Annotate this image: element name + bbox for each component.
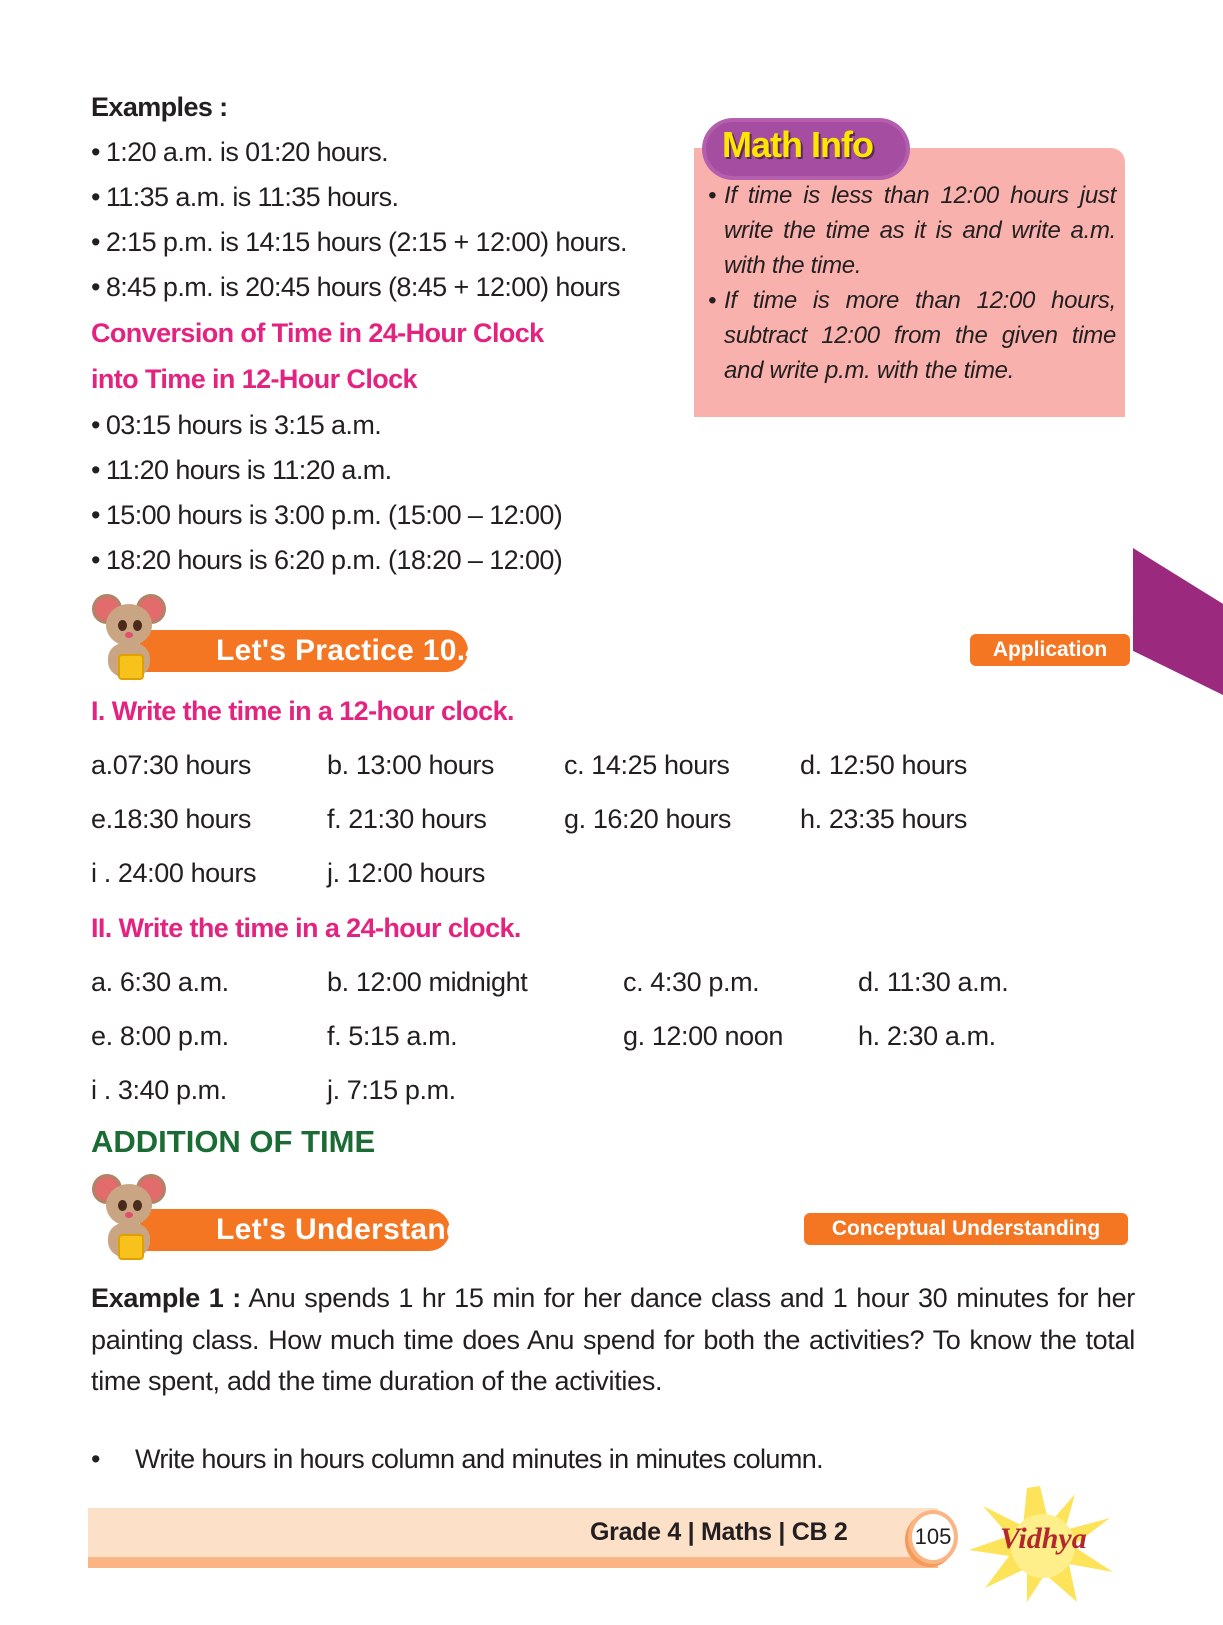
example-item: • 2:15 p.m. is 14:15 hours (2:15 + 12:00) hours. <box>91 227 627 258</box>
q2-item-d: d. 11:30 a.m. <box>858 967 1009 997</box>
q1-item-h: h. 23:35 hours <box>800 804 968 834</box>
footer-grade-subject: Grade 4 | Maths | CB 2 <box>590 1518 848 1546</box>
q1-item-c: c. 14:25 hours <box>564 750 730 780</box>
q2-item-j: j. 7:15 p.m. <box>327 1075 456 1105</box>
example-item: • 11:35 a.m. is 11:35 hours. <box>91 182 398 213</box>
page-number: 105 <box>908 1510 958 1564</box>
q1-item-e: e.18:30 hours <box>91 804 251 834</box>
conversion-item: • 11:20 hours is 11:20 a.m. <box>91 455 392 486</box>
q1-item-j: j. 12:00 hours <box>327 858 486 888</box>
math-info-item: • If time is more than 12:00 hours, subtract 12:00 from the given time and write p.m. with the time. <box>708 283 1116 388</box>
conversion-item: • 03:15 hours is 3:15 a.m. <box>91 410 381 441</box>
application-tag: Application <box>970 634 1130 666</box>
q2-item-i: i . 3:40 p.m. <box>91 1075 227 1105</box>
bullet-icon: • <box>708 287 717 314</box>
question-2-title: II. Write the time in a 24-hour clock. <box>91 913 521 943</box>
example-1-label: Example 1 : <box>91 1283 241 1313</box>
q2-item-c: c. 4:30 p.m. <box>623 967 760 997</box>
example-1-paragraph <box>91 1278 1135 1403</box>
math-info-list <box>708 178 1116 388</box>
bullet-icon: • <box>708 182 717 209</box>
q2-item-h: h. 2:30 a.m. <box>858 1021 996 1051</box>
q2-item-b: b. 12:00 midnight <box>327 967 528 997</box>
q2-item-f: f. 5:15 a.m. <box>327 1021 458 1051</box>
example-item: • 8:45 p.m. is 20:45 hours (8:45 + 12:00) hours <box>91 272 620 303</box>
addition-of-time-title: ADDITION OF TIME <box>91 1124 376 1159</box>
q2-item-e: e. 8:00 p.m. <box>91 1021 229 1051</box>
lets-understand-banner: Let's Understand <box>140 1209 450 1251</box>
q1-item-i: i . 24:00 hours <box>91 858 257 888</box>
math-info-title: Math Info <box>722 124 873 165</box>
bullet-icon: • <box>91 1444 100 1474</box>
footer-band-stripe <box>88 1557 938 1568</box>
conceptual-understanding-tag: Conceptual Understanding <box>804 1213 1128 1245</box>
lets-practice-banner: Let's Practice 10.4 <box>140 630 468 672</box>
q1-item-a: a.07:30 hours <box>91 750 251 780</box>
mouse-mascot-icon <box>90 592 168 684</box>
examples-title: Examples : <box>91 92 228 122</box>
q2-item-g: g. 12:00 noon <box>623 1021 783 1051</box>
question-1-title: I. Write the time in a 12-hour clock. <box>91 696 514 726</box>
q1-item-d: d. 12:50 hours <box>800 750 968 780</box>
conversion-heading-line2: into Time in 12-Hour Clock <box>91 364 417 394</box>
vidhya-brand-logo: Vidhya <box>1000 1522 1087 1555</box>
example-item: • 1:20 a.m. is 01:20 hours. <box>91 137 388 168</box>
conversion-item: • 15:00 hours is 3:00 p.m. (15:00 – 12:00) <box>91 500 562 531</box>
example-1-text: Anu spends 1 hr 15 min for her dance class and 1 hour 30 minutes for her painting class. How much time does Anu spend for both the activities? To know the total time spent, add the time duration of the activities. <box>91 1283 1135 1396</box>
q1-item-b: b. 13:00 hours <box>327 750 495 780</box>
chapter-tab-decoration <box>1133 548 1223 695</box>
conversion-item: • 18:20 hours is 6:20 p.m. (18:20 – 12:00) <box>91 545 562 576</box>
q1-item-g: g. 16:20 hours <box>564 804 732 834</box>
mouse-mascot-icon <box>90 1172 168 1264</box>
conversion-heading-line1: Conversion of Time in 24-Hour Clock <box>91 318 544 348</box>
q1-item-f: f. 21:30 hours <box>327 804 487 834</box>
math-info-item: • If time is less than 12:00 hours just write the time as it is and write a.m. with the time. <box>708 178 1116 283</box>
instruction-bullet: • Write hours in hours column and minutes in minutes column. <box>91 1444 824 1474</box>
q2-item-a: a. 6:30 a.m. <box>91 967 229 997</box>
